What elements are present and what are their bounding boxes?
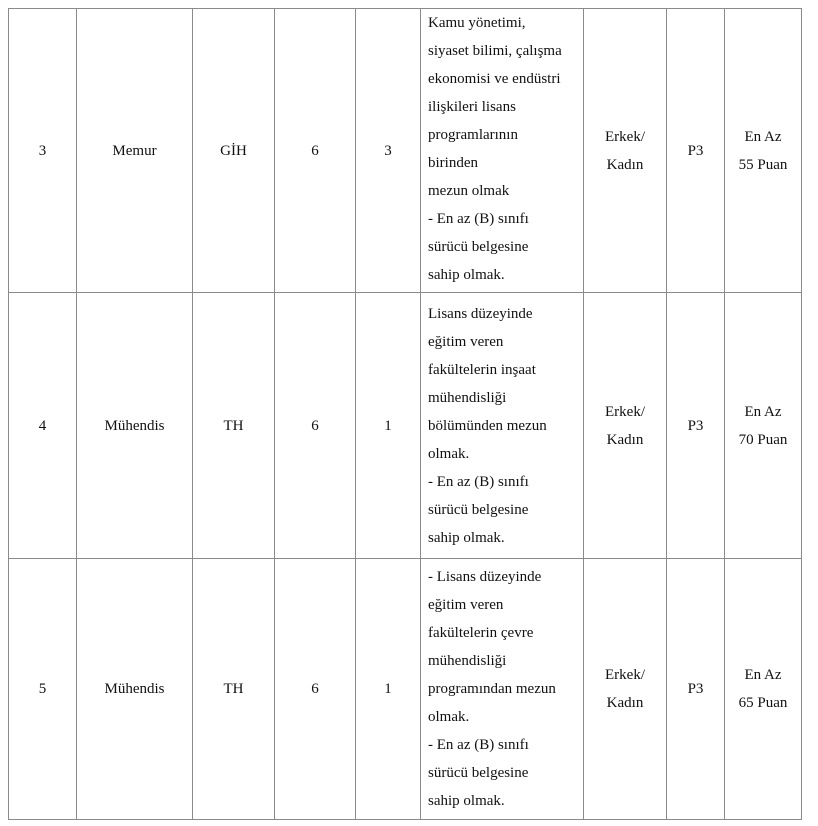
requirement-line: sahip olmak.	[428, 793, 505, 809]
position-count: 1	[356, 559, 421, 820]
requirement-line: eğitim veren	[428, 597, 504, 613]
position-class: TH	[193, 293, 275, 559]
position-count: 3	[356, 9, 421, 293]
requirement-line: sahip olmak.	[428, 529, 505, 546]
position-title: Mühendis	[77, 559, 193, 820]
gender-cell	[584, 559, 667, 820]
kpss-type: P3	[667, 293, 725, 559]
score-line: En Az	[744, 667, 782, 683]
gender-line: Kadın	[606, 156, 644, 173]
score-line: 70 Puan	[738, 431, 788, 448]
requirement-line: programından mezun	[428, 681, 556, 697]
gender-line: Kadın	[606, 431, 644, 448]
positions-table	[8, 8, 802, 820]
requirement-line: sürücü belgesine	[428, 765, 529, 781]
requirement-line: mühendisliği	[428, 653, 507, 669]
requirement-line: - Lisans düzeyinde	[428, 569, 542, 585]
position-count: 1	[356, 293, 421, 559]
score-cell	[725, 293, 802, 559]
row-number: 4	[9, 293, 77, 559]
requirement-line: birinden	[428, 155, 478, 171]
requirements-cell	[421, 559, 584, 820]
row-number: 5	[9, 559, 77, 820]
requirement-line: olmak.	[428, 445, 470, 462]
position-degree: 6	[275, 9, 356, 293]
gender-line: Kadın	[606, 695, 644, 711]
score-line: En Az	[744, 403, 782, 420]
position-degree: 6	[275, 293, 356, 559]
score-line: 55 Puan	[738, 156, 788, 173]
score-line: 65 Puan	[738, 695, 788, 711]
requirement-line: sürücü belgesine	[428, 239, 529, 255]
table-row	[9, 559, 802, 820]
requirement-line: ilişkileri lisans	[428, 99, 516, 115]
requirement-line: ekonomisi ve endüstri	[428, 71, 561, 87]
gender-line: Erkek/	[605, 128, 645, 145]
position-class: GİH	[193, 9, 275, 293]
gender-cell	[584, 9, 667, 293]
requirement-line: Kamu yönetimi,	[428, 15, 526, 31]
requirement-line: Lisans düzeyinde	[428, 305, 533, 322]
requirement-line: fakültelerin inşaat	[428, 361, 536, 378]
score-cell	[725, 9, 802, 293]
requirement-line: - En az (B) sınıfı	[428, 473, 529, 490]
gender-line: Erkek/	[605, 403, 645, 420]
requirement-line: programlarının	[428, 127, 518, 143]
requirement-line: sürücü belgesine	[428, 501, 529, 518]
score-line: En Az	[744, 128, 782, 145]
kpss-type: P3	[667, 9, 725, 293]
position-degree: 6	[275, 559, 356, 820]
requirements-cell	[421, 9, 584, 293]
requirement-line: mezun olmak	[428, 183, 510, 199]
position-class: TH	[193, 559, 275, 820]
position-title: Mühendis	[77, 293, 193, 559]
table-row	[9, 293, 802, 559]
requirement-line: fakültelerin çevre	[428, 625, 534, 641]
row-number: 3	[9, 9, 77, 293]
requirement-line: - En az (B) sınıfı	[428, 737, 529, 753]
requirement-line: sahip olmak.	[428, 267, 505, 283]
gender-line: Erkek/	[605, 667, 645, 683]
requirement-line: olmak.	[428, 709, 470, 725]
gender-cell	[584, 293, 667, 559]
position-title: Memur	[77, 9, 193, 293]
requirement-line: eğitim veren	[428, 333, 504, 350]
requirement-line: bölümünden mezun	[428, 417, 547, 434]
table-row	[9, 9, 802, 293]
requirements-cell	[421, 293, 584, 559]
requirement-line: mühendisliği	[428, 389, 507, 406]
kpss-type: P3	[667, 559, 725, 820]
score-cell	[725, 559, 802, 820]
requirement-line: - En az (B) sınıfı	[428, 211, 529, 227]
requirement-line: siyaset bilimi, çalışma	[428, 43, 562, 59]
